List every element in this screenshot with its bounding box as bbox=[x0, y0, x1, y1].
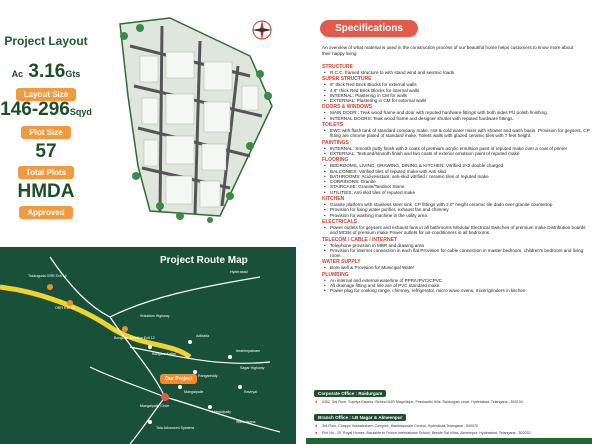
map-label: Tukkuguda ORR Exit 14 bbox=[28, 274, 67, 278]
spec-item: • Telephone provision in MBR and drawing area bbox=[322, 243, 590, 248]
area-unit: Gts bbox=[65, 69, 81, 79]
layout-size-stat bbox=[0, 62, 92, 102]
map-label: Hyderabad bbox=[230, 270, 248, 274]
spec-section-heading: WATER SUPPLY bbox=[322, 259, 361, 266]
spec-items bbox=[322, 265, 590, 270]
project-location-marker bbox=[161, 393, 169, 401]
spec-items bbox=[322, 110, 590, 121]
spec-items bbox=[322, 146, 590, 157]
spec-item: • An internal and external waterline of PPR/UPVC/CPVC. bbox=[322, 278, 590, 283]
spec-section-heading: ELECTRICALS bbox=[322, 218, 357, 225]
total-plots-stat bbox=[0, 142, 92, 180]
approval-value: HMDA bbox=[17, 181, 75, 202]
map-label: Bongloor Junction Exit 12 bbox=[114, 336, 155, 340]
spec-section bbox=[322, 76, 590, 103]
compass-icon bbox=[250, 18, 274, 42]
spec-item: • 9" thick Red Brick Blocks for external walls bbox=[322, 82, 590, 87]
spec-item: • 4.6" thick Red Brick Blocks for internal walls bbox=[322, 88, 590, 93]
spec-section bbox=[322, 122, 590, 139]
map-label: Sagar Highway bbox=[240, 366, 265, 370]
spec-section-heading: KITCHEN bbox=[322, 196, 345, 203]
spec-item: • INTERNAL: Smooth putty finish with 2 coats of premium acrylic emulsion paint of reputed make over a coat of primer bbox=[322, 146, 590, 151]
spec-item: • EWC with flush tank of standard company make. Hot & cold water mixer with shower and wash basin. Provision for geysers, CP fitting are chrome plated of standard make. Toilets walls with glazed ceramic tiles with 7 feet height. bbox=[322, 128, 590, 139]
spec-item: • STAIRCASE: Granite/Tandoor Stone bbox=[322, 184, 590, 189]
area-value: 3.16 bbox=[28, 61, 66, 82]
spec-section-heading: STRUCTURE bbox=[322, 64, 353, 70]
spec-section bbox=[322, 237, 590, 259]
branch-office-label: Branch Office : LB Nagar & Almeenpur bbox=[314, 414, 406, 421]
specifications-intro: An overview of what material is used in the construction process of our beautiful home helps customers to know more about their happy living bbox=[322, 45, 574, 56]
location-pin-icon: ● bbox=[315, 429, 318, 435]
spec-section bbox=[322, 64, 590, 75]
location-pin-icon: ● bbox=[315, 423, 318, 429]
spec-section-heading: SUPER STRUCTURE bbox=[322, 76, 372, 83]
map-label: Adibatla bbox=[196, 334, 209, 338]
location-pin-icon: ● bbox=[315, 399, 318, 404]
map-label: Mangalpally Circle bbox=[140, 404, 170, 408]
map-label: Tata Advanced Systems bbox=[156, 426, 195, 430]
branch-address-text: 3rd Floor, Chappu Venkateshem Complex, Hastinapuram Central, Hyderabad,Telangana - 500070 bbox=[322, 424, 479, 429]
spec-item: • R.C.C. framed structure to with stand wind and seismic loads bbox=[322, 70, 590, 75]
our-project-badge: Our Project bbox=[160, 374, 197, 384]
plot-size-badge: Plot Size bbox=[21, 126, 70, 139]
spec-item: • Provision for internet connection in each flat Provision for cable connection in master bedroom, children's bedroom and living room bbox=[322, 248, 590, 259]
spec-section bbox=[322, 219, 590, 236]
project-layout-title: Project Layout bbox=[4, 34, 88, 48]
route-map-section bbox=[0, 247, 296, 444]
branch-office-address-1 bbox=[314, 424, 590, 428]
spec-items bbox=[322, 163, 590, 195]
map-label: Kongara Kalan bbox=[152, 352, 176, 356]
branch-address-text: Plot No - 25, Royal Homes, Backside to Fusion International School, Beside Sai Villas, Almeenpur, Hyderabad, Telangana - 502032. bbox=[322, 430, 532, 435]
map-label: Mamidipally bbox=[212, 410, 231, 414]
plot-value: 146-296 bbox=[0, 99, 70, 120]
spec-item: • MAIN DOOR : Teak wood frame and door with reputed hardware fittings with both sides PU polish finishing. bbox=[322, 110, 590, 115]
spec-section bbox=[322, 272, 590, 294]
plot-size-stat bbox=[0, 100, 92, 140]
route-map-drawing bbox=[0, 247, 296, 444]
spec-section-heading: PAINTINGS bbox=[322, 139, 349, 146]
spec-items bbox=[322, 225, 590, 236]
spec-item: • Granite platform with stainless steel sink, CP fittings with 2.0" height ceramic tile dado over granite countertop bbox=[322, 202, 590, 207]
spec-item: • Power plug for cooking range, chimney, refrigerator, micro wave ovens, mixer/grinders in kitchen bbox=[322, 288, 590, 293]
map-label: Srisailam Highway bbox=[140, 314, 170, 318]
spec-item: • EXTERNAL: Plastering in CM for external walls bbox=[322, 98, 590, 103]
spec-section-heading: TOILETS bbox=[322, 122, 344, 129]
spec-item: • BEDROOMS, LIVING, DRAWING, DINING & KITCHEN: Vitrified 2×2 double charged bbox=[322, 163, 590, 168]
map-label: Raviryal bbox=[244, 390, 257, 394]
area-prefix: Ac bbox=[11, 69, 24, 79]
spec-section bbox=[322, 157, 590, 195]
map-label: Wave Arena bbox=[236, 420, 256, 424]
corporate-office-address bbox=[314, 400, 590, 404]
plot-size-value bbox=[0, 100, 92, 122]
map-label: ORR Exit 15 bbox=[55, 306, 75, 310]
plot-unit: Sqyd bbox=[69, 107, 92, 117]
map-label: Mangalpalle bbox=[184, 390, 204, 394]
spec-items bbox=[322, 70, 590, 75]
spec-item: • CORRIDORS: Granite bbox=[322, 179, 590, 184]
offices-block bbox=[314, 382, 590, 437]
spec-item: • BATHROOMS: Acid-resistant, anti-skid vitrified / ceramic tiles of reputed make bbox=[322, 174, 590, 179]
total-plots-value: 57 bbox=[35, 141, 57, 162]
specifications-list bbox=[322, 64, 590, 295]
spec-item: • Provision for washing machine in the utility area bbox=[322, 213, 590, 218]
total-plots-badge: Total Plots bbox=[18, 166, 74, 179]
spec-item: • All drainage fitting and line are of PVC standard make. bbox=[322, 283, 590, 288]
corporate-address-text: #302, 3rd Floor, Supriya Estates, Behind MJR Magnifique, Prashanthi Hills, Raidurgam circle, Hyderabad, Telangana - 500104. bbox=[322, 400, 524, 404]
spec-items bbox=[322, 82, 590, 103]
map-label: Ibrahimpatnam bbox=[236, 349, 260, 353]
branch-office-address-2 bbox=[314, 431, 590, 435]
spec-items bbox=[322, 243, 590, 259]
spec-item: • Power outlets for geysers and exhaust fans in all bathrooms Modular Electrical Switches of premium make Distribution boards and MCBs of premium make Power outlets for air-conditioners in all bedrooms bbox=[322, 225, 590, 236]
map-label: Rangareddy bbox=[198, 374, 218, 378]
approval-badge: Approved bbox=[19, 206, 72, 219]
layout-plan-drawing bbox=[100, 16, 296, 226]
project-layout-section bbox=[0, 0, 296, 247]
spec-item: • Bore well & Provision for Municipal Water bbox=[322, 265, 590, 270]
spec-items bbox=[322, 128, 590, 139]
layout-size-badge: Layout Size bbox=[16, 88, 76, 101]
specifications-title: Specifications bbox=[320, 20, 418, 37]
spec-section-heading: TELECOM / CABLE / INTERNET bbox=[322, 236, 397, 243]
spec-item: • INTERNAL DOORS: Teak wood frame and designer shutter with reputed hardware fittings. bbox=[322, 116, 590, 121]
spec-section-heading: PLUMBING bbox=[322, 271, 349, 278]
spec-items bbox=[322, 202, 590, 218]
spec-item: • Provision for fixing water purifier, exhaust fan and chimney bbox=[322, 207, 590, 212]
layout-size-value bbox=[0, 62, 92, 84]
footer-bar bbox=[306, 438, 592, 444]
spec-section bbox=[322, 104, 590, 121]
route-map-title: Project Route Map bbox=[160, 255, 248, 266]
approval-stat bbox=[0, 182, 92, 220]
spec-items bbox=[322, 278, 590, 294]
right-panel bbox=[306, 0, 592, 444]
spec-section bbox=[322, 259, 590, 270]
spec-section bbox=[322, 196, 590, 218]
spec-section bbox=[322, 140, 590, 157]
corporate-office-label: Corporate Office : Raidurgam bbox=[314, 390, 386, 397]
spec-section-heading: FLOORING bbox=[322, 157, 349, 164]
spec-item: • UTILITIES: Anti skid tiles of reputed make bbox=[322, 190, 590, 195]
spec-item: • BALCONIES: Vitrified tiles of reputed make with Anti skid bbox=[322, 169, 590, 174]
spec-item: • EXTERNAL: Textured/smooth finish and two coats of exterior emulsion paint of reputed make bbox=[322, 151, 590, 156]
spec-section-heading: DOORS & WINDOWS bbox=[322, 104, 372, 111]
spec-item: • INTERNAL: Plastering in CM for walls bbox=[322, 93, 590, 98]
